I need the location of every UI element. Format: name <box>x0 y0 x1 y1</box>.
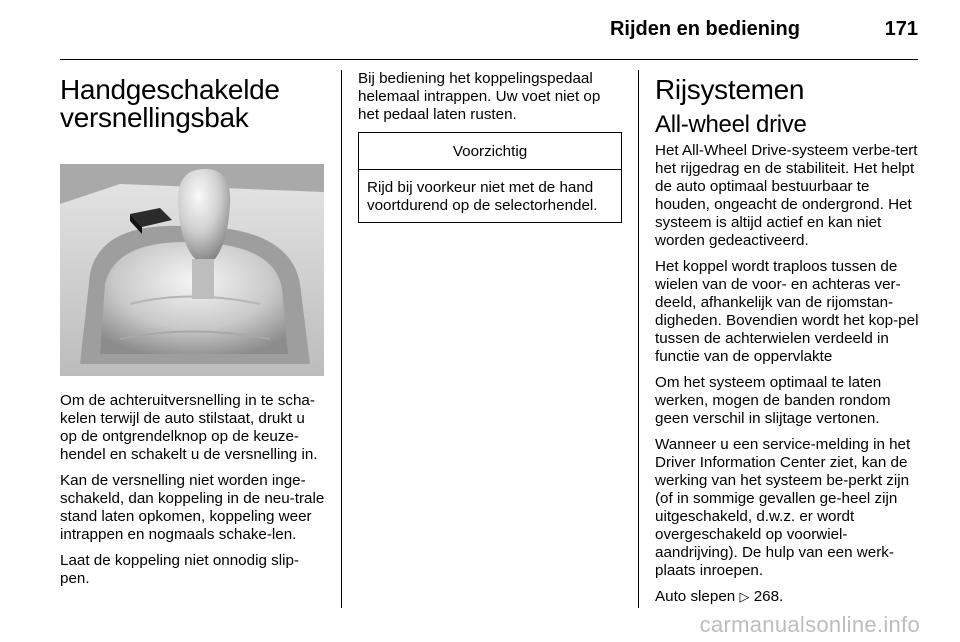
header-rule <box>60 59 918 60</box>
subheading-all-wheel-drive: All-wheel drive <box>655 111 807 138</box>
column-divider-2 <box>638 70 639 608</box>
section-heading-drive-systems: Rijsystemen <box>655 74 805 105</box>
cross-reference <box>655 588 921 606</box>
caution-title: Voorzichtig <box>359 133 621 170</box>
heading-line-2: versnellingsbak <box>60 102 249 133</box>
paragraph-gear-engage: Kan de versnelling niet worden inge-schakeld, dan koppeling in de neu-trale stand laten opkomen, koppeling weer intrappen en nogmaals schake-len. <box>60 472 325 543</box>
paragraph-tyres: Om het systeem optimaal te laten werken, mogen de banden rondom geen verschil in slijtage vertonen. <box>655 374 891 427</box>
reference-page: 268. <box>753 588 784 605</box>
gear-shift-illustration <box>60 164 324 376</box>
column-right <box>655 70 921 614</box>
caution-box <box>358 132 622 223</box>
paragraph-clutch-slip: Laat de koppeling niet onnodig slip-pen. <box>60 552 299 587</box>
paragraph-clutch-pedal: Bij bediening het koppelingspedaal helemaal intrappen. Uw voet niet op het pedaal laten rusten. <box>358 70 601 123</box>
column-divider-1 <box>341 70 342 608</box>
watermark: carmanualsonline.info <box>699 612 920 637</box>
caution-text: Rijd bij voorkeur niet met de hand voortdurend op de selectorhendel. <box>367 179 598 214</box>
paragraph-service-message: Wanneer u een service-melding in het Driver Information Center ziet, kan de werking van het systeem be-perkt zijn (of in sommige gevallen ge-heel zijn uitgeschakeld, d.w.z. er wordt overgeschakeld op voorwiel-aandrijving). De hulp van een werk-plaats inroepen. <box>655 436 911 579</box>
column-middle <box>358 70 622 223</box>
column-left <box>60 70 325 596</box>
heading-line-1: Handgeschakelde <box>60 74 280 105</box>
paragraph-reverse-gear: Om de achteruitversnelling in te scha-kelen terwijl de auto stilstaat, drukt u op de ontgrendelknop op de keuze-hendel en schakelt u de versnelling in. <box>60 392 318 463</box>
paragraph-awd-intro: Het All-Wheel Drive-systeem verbe-tert het rijgedrag en de stabiliteit. Het helpt de auto optimaal bestuurbaar te houden, ongeacht de ondergrond. Het systeem is altijd actief en kan niet worden gedeactiveerd. <box>655 142 918 249</box>
page-number: 171 <box>884 18 918 40</box>
reference-arrow-icon: ▷ <box>739 589 750 604</box>
page-header-title: Rijden en bediening <box>609 18 800 40</box>
reference-text: Auto slepen <box>655 588 736 605</box>
gear-shift-photo <box>60 164 324 376</box>
paragraph-torque: Het koppel wordt traploos tussen de wielen van de voor- en achteras ver-deeld, afhankelijk van de rijomstan-digheden. Bovendien wordt het kop-pel tussen de achterwielen verdeeld in functie van de oppervlakte <box>655 258 919 365</box>
section-heading-gearbox <box>60 76 325 132</box>
